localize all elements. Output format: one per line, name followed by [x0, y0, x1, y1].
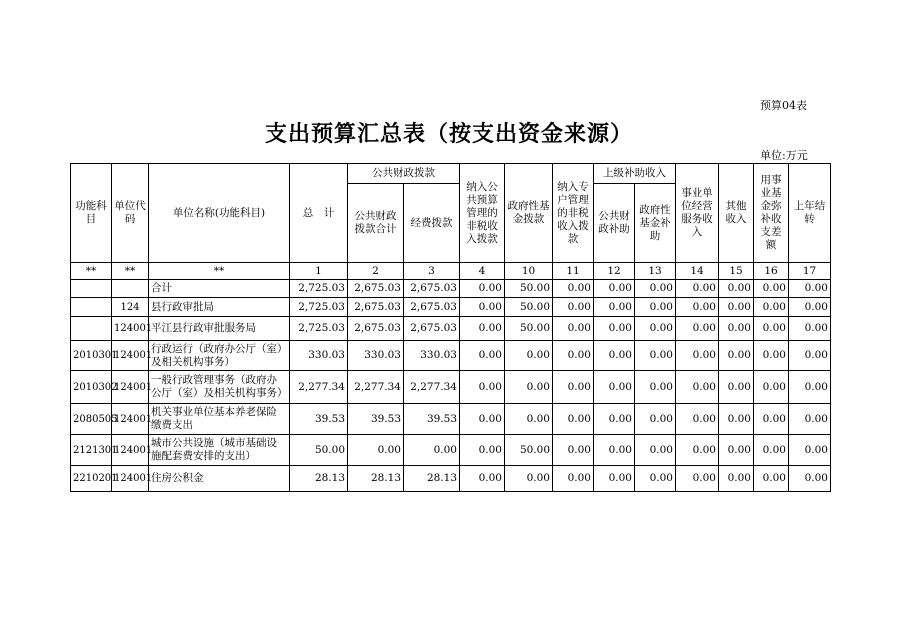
amount-cell-pf-nontax: 0.00 — [460, 341, 505, 371]
amount-cell-gov-fund: 0.00 — [505, 466, 553, 492]
unit-code-cell: 124001 — [112, 341, 149, 371]
amount-cell-pf-total: 2,675.03 — [348, 280, 404, 298]
amount-cell-pf-fee: 2,675.03 — [404, 280, 460, 298]
amount-cell-other: 0.00 — [719, 435, 754, 466]
amount-cell-other: 0.00 — [719, 466, 754, 492]
table-row — [71, 280, 831, 298]
amount-cell-fund-balance: 0.00 — [754, 404, 789, 435]
amount-cell-carryover: 0.00 — [789, 317, 831, 341]
table-row — [71, 341, 831, 371]
amount-cell-us-public: 0.00 — [594, 404, 635, 435]
unit-code-cell: 124001 — [112, 466, 149, 492]
column-index-cell: ** — [71, 263, 112, 280]
amount-cell-fund-balance: 0.00 — [754, 280, 789, 298]
unit-name-cell: 合计 — [149, 280, 290, 298]
header-us-public: 公共财政补助 — [594, 184, 635, 263]
amount-cell-fund-balance: 0.00 — [754, 435, 789, 466]
amount-cell-pf-fee: 2,675.03 — [404, 317, 460, 341]
amount-cell-special-nontax: 0.00 — [553, 298, 594, 317]
column-index-cell: 2 — [348, 263, 404, 280]
amount-cell-carryover: 0.00 — [789, 466, 831, 492]
amount-cell-us-public: 0.00 — [594, 435, 635, 466]
amount-cell-biz-income: 0.00 — [676, 341, 719, 371]
unit-code-cell: 124001 — [112, 435, 149, 466]
amount-cell-pf-nontax: 0.00 — [460, 280, 505, 298]
budget-table — [70, 163, 831, 492]
header-pf-fee: 经费拨款 — [404, 184, 460, 263]
amount-cell-gov-fund: 50.00 — [505, 298, 553, 317]
unit-name-cell: 机关事业单位基本养老保险缴费支出 — [149, 404, 290, 435]
amount-cell-us-gov: 0.00 — [635, 341, 676, 371]
amount-cell-pf-total: 330.03 — [348, 341, 404, 371]
header-fund-balance: 用事业基金弥补收支差额 — [754, 164, 789, 263]
table-row — [71, 317, 831, 341]
table-row — [71, 371, 831, 404]
func-code-cell: 2080505 — [71, 404, 112, 435]
column-index-cell: 17 — [789, 263, 831, 280]
amount-cell-biz-income: 0.00 — [676, 404, 719, 435]
amount-cell-us-public: 0.00 — [594, 298, 635, 317]
header-biz-income: 事业单位经营服务收入 — [676, 164, 719, 263]
amount-cell-pf-fee: 0.00 — [404, 435, 460, 466]
amount-cell-us-gov: 0.00 — [635, 435, 676, 466]
unit-name-cell: 城市公共设施（城市基础设施配套费安排的支出） — [149, 435, 290, 466]
amount-cell-us-gov: 0.00 — [635, 298, 676, 317]
column-index-cell: 14 — [676, 263, 719, 280]
header-pf-total: 公共财政拨款合计 — [348, 184, 404, 263]
amount-cell-us-public: 0.00 — [594, 371, 635, 404]
header-unit-code: 单位代码 — [112, 164, 149, 263]
column-index-cell: 4 — [460, 263, 505, 280]
func-code-cell: 2010301 — [71, 341, 112, 371]
amount-cell-carryover: 0.00 — [789, 298, 831, 317]
amount-cell-carryover: 0.00 — [789, 435, 831, 466]
column-index-cell: 3 — [404, 263, 460, 280]
amount-cell-special-nontax: 0.00 — [553, 404, 594, 435]
amount-cell-pf-fee: 330.03 — [404, 341, 460, 371]
header-gov-fund: 政府性基金拨款 — [505, 164, 553, 263]
amount-cell-special-nontax: 0.00 — [553, 371, 594, 404]
amount-cell-fund-balance: 0.00 — [754, 341, 789, 371]
amount-cell-pf-nontax: 0.00 — [460, 404, 505, 435]
amount-cell-pf-nontax: 0.00 — [460, 466, 505, 492]
amount-cell-special-nontax: 0.00 — [553, 280, 594, 298]
amount-cell-pf-total: 39.53 — [348, 404, 404, 435]
column-index-cell: ** — [149, 263, 290, 280]
unit-name-cell: 县行政审批局 — [149, 298, 290, 317]
unit-code-cell: 124 — [112, 298, 149, 317]
amount-cell-pf-total: 2,277.34 — [348, 371, 404, 404]
amount-cell-gov-fund: 50.00 — [505, 435, 553, 466]
amount-cell-pf-total: 2,675.03 — [348, 317, 404, 341]
amount-cell-fund-balance: 0.00 — [754, 466, 789, 492]
column-index-cell: 13 — [635, 263, 676, 280]
unit-name-cell: 住房公积金 — [149, 466, 290, 492]
unit-label: 单位:万元 — [760, 149, 808, 162]
amount-cell-pf-fee: 2,277.34 — [404, 371, 460, 404]
amount-cell-us-gov: 0.00 — [635, 404, 676, 435]
amount-cell-other: 0.00 — [719, 317, 754, 341]
header-special-nontax: 纳入专户管理的非税收入拨款 — [553, 164, 594, 263]
amount-cell-other: 0.00 — [719, 280, 754, 298]
amount-cell-us-gov: 0.00 — [635, 317, 676, 341]
amount-cell-biz-income: 0.00 — [676, 298, 719, 317]
func-code-cell — [71, 317, 112, 341]
header-public-fiscal: 公共财政拨款 — [348, 164, 460, 184]
amount-cell-pf-total: 0.00 — [348, 435, 404, 466]
amount-cell-fund-balance: 0.00 — [754, 317, 789, 341]
amount-cell-other: 0.00 — [719, 404, 754, 435]
column-index-row — [71, 263, 831, 280]
amount-cell-fund-balance: 0.00 — [754, 298, 789, 317]
amount-cell-special-nontax: 0.00 — [553, 317, 594, 341]
table-row — [71, 298, 831, 317]
header-pf-nontax: 纳入公共预算管理的非税收入拨款 — [460, 164, 505, 263]
amount-cell-us-gov: 0.00 — [635, 371, 676, 404]
amount-cell-pf-nontax: 0.00 — [460, 298, 505, 317]
amount-cell-total: 2,725.03 — [290, 298, 348, 317]
amount-cell-total: 50.00 — [290, 435, 348, 466]
unit-name-cell: 平江县行政审批服务局 — [149, 317, 290, 341]
unit-code-cell: 124001 — [112, 371, 149, 404]
amount-cell-total: 2,725.03 — [290, 317, 348, 341]
header-carryover: 上年结转 — [789, 164, 831, 263]
amount-cell-pf-nontax: 0.00 — [460, 435, 505, 466]
amount-cell-total: 330.03 — [290, 341, 348, 371]
amount-cell-carryover: 0.00 — [789, 341, 831, 371]
amount-cell-us-public: 0.00 — [594, 280, 635, 298]
header-total: 总 计 — [290, 164, 348, 263]
amount-cell-gov-fund: 50.00 — [505, 280, 553, 298]
amount-cell-total: 2,725.03 — [290, 280, 348, 298]
header-upper-subsidy: 上级补助收入 — [594, 164, 676, 184]
unit-name-cell: 一般行政管理事务（政府办公厅（室）及相关机构事务） — [149, 371, 290, 404]
amount-cell-biz-income: 0.00 — [676, 371, 719, 404]
unit-code-cell: 124001 — [112, 317, 149, 341]
amount-cell-total: 28.13 — [290, 466, 348, 492]
func-code-cell: 2210201 — [71, 466, 112, 492]
table-row — [71, 466, 831, 492]
header-us-gov: 政府性基金补助 — [635, 184, 676, 263]
amount-cell-other: 0.00 — [719, 341, 754, 371]
amount-cell-pf-fee: 28.13 — [404, 466, 460, 492]
amount-cell-pf-nontax: 0.00 — [460, 317, 505, 341]
unit-code-cell: 124001 — [112, 404, 149, 435]
column-index-cell: 10 — [505, 263, 553, 280]
amount-cell-gov-fund: 0.00 — [505, 404, 553, 435]
form-number: 预算04表 — [760, 99, 807, 112]
amount-cell-special-nontax: 0.00 — [553, 435, 594, 466]
amount-cell-special-nontax: 0.00 — [553, 466, 594, 492]
amount-cell-other: 0.00 — [719, 298, 754, 317]
amount-cell-carryover: 0.00 — [789, 404, 831, 435]
func-code-cell: 2121301 — [71, 435, 112, 466]
amount-cell-total: 2,277.34 — [290, 371, 348, 404]
func-code-cell — [71, 298, 112, 317]
amount-cell-pf-total: 28.13 — [348, 466, 404, 492]
column-index-cell: 11 — [553, 263, 594, 280]
amount-cell-pf-fee: 39.53 — [404, 404, 460, 435]
table-row — [71, 435, 831, 466]
header-unit-name: 单位名称(功能科目) — [149, 164, 290, 263]
amount-cell-biz-income: 0.00 — [676, 280, 719, 298]
amount-cell-pf-total: 2,675.03 — [348, 298, 404, 317]
amount-cell-pf-fee: 2,675.03 — [404, 298, 460, 317]
amount-cell-carryover: 0.00 — [789, 280, 831, 298]
column-index-cell: 1 — [290, 263, 348, 280]
unit-code-cell — [112, 280, 149, 298]
amount-cell-us-public: 0.00 — [594, 341, 635, 371]
amount-cell-pf-nontax: 0.00 — [460, 371, 505, 404]
amount-cell-other: 0.00 — [719, 371, 754, 404]
column-index-cell: 16 — [754, 263, 789, 280]
column-index-cell: 15 — [719, 263, 754, 280]
func-code-cell — [71, 280, 112, 298]
column-index-cell: ** — [112, 263, 149, 280]
amount-cell-us-gov: 0.00 — [635, 466, 676, 492]
amount-cell-special-nontax: 0.00 — [553, 341, 594, 371]
column-index-cell: 12 — [594, 263, 635, 280]
amount-cell-gov-fund: 0.00 — [505, 371, 553, 404]
func-code-cell: 2010302 — [71, 371, 112, 404]
amount-cell-fund-balance: 0.00 — [754, 371, 789, 404]
header-func: 功能科目 — [71, 164, 112, 263]
amount-cell-us-public: 0.00 — [594, 466, 635, 492]
amount-cell-us-public: 0.00 — [594, 317, 635, 341]
data-rows — [71, 280, 831, 492]
amount-cell-total: 39.53 — [290, 404, 348, 435]
amount-cell-biz-income: 0.00 — [676, 466, 719, 492]
amount-cell-carryover: 0.00 — [789, 371, 831, 404]
table-row — [71, 404, 831, 435]
unit-name-cell: 行政运行（政府办公厅（室）及相关机构事务） — [149, 341, 290, 371]
page-title: 支出预算汇总表（按支出资金来源） — [264, 122, 633, 147]
amount-cell-biz-income: 0.00 — [676, 317, 719, 341]
amount-cell-gov-fund: 50.00 — [505, 317, 553, 341]
header-other: 其他收入 — [719, 164, 754, 263]
amount-cell-biz-income: 0.00 — [676, 435, 719, 466]
amount-cell-gov-fund: 0.00 — [505, 341, 553, 371]
amount-cell-us-gov: 0.00 — [635, 280, 676, 298]
